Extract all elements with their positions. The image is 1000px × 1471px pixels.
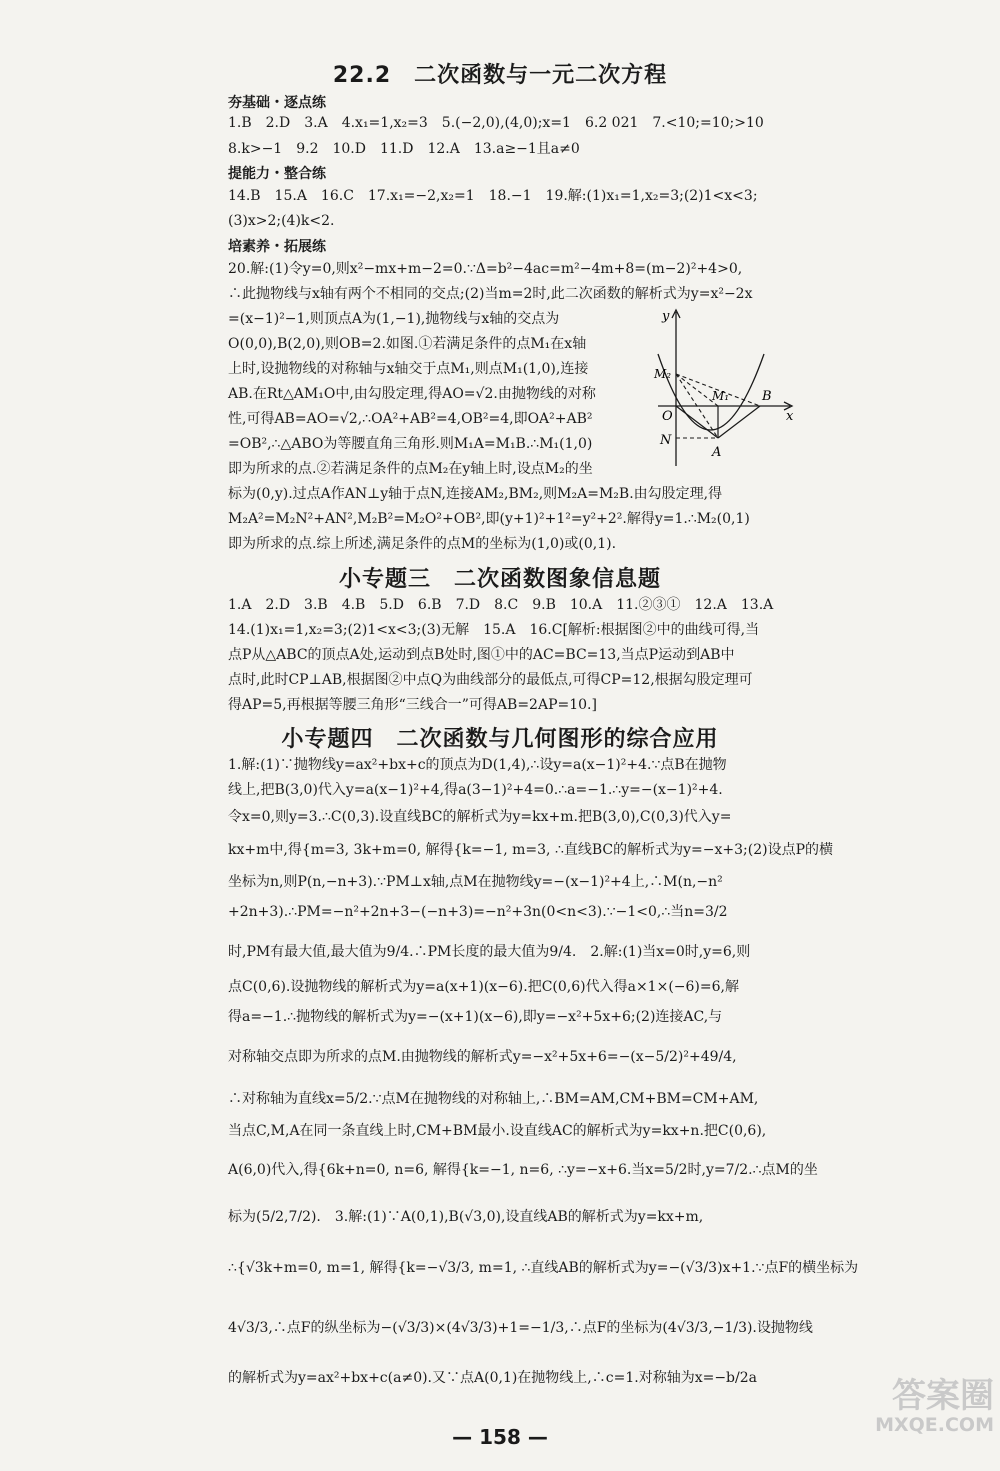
section-title-topic-4: 小专题四 二次函数与几何图形的综合应用 xyxy=(281,727,719,752)
text-line: 20.解:(1)令y=0,则x²−mx+m−2=0.∵Δ=b²−4ac=m²−4m+8=(m−2)²+4>0, xyxy=(228,261,743,277)
watermark-url: MXQE.COM xyxy=(875,1414,994,1436)
page-number: — 158 — xyxy=(452,1425,548,1449)
label-b: B xyxy=(762,389,772,404)
segment-oa xyxy=(676,406,718,438)
section-title-topic-3: 小专题三 二次函数图象信息题 xyxy=(338,567,661,592)
text-line: 点P从△ABC的顶点A处,运动到点B处时,图①中的AC=BC=13,当点P运动到AB中 xyxy=(228,647,735,663)
watermark-text: 答案圈 xyxy=(892,1376,994,1416)
text-line: ∴对称轴为直线x=5/2.∵点M在抛物线的对称轴上,∴BM=AM,CM+BM=CM+AM, xyxy=(228,1091,759,1107)
text-line: 8.k>−1 9.2 10.D 11.D 12.A 13.a≥−1且a≠0 xyxy=(228,141,580,157)
text-line: 标为(5/2,7/2). 3.解:(1)∵A(0,1),B(√3,0),设直线AB的解析式为y=kx+m, xyxy=(228,1209,704,1225)
label-m2: M₂ xyxy=(654,367,672,381)
text-line: 14.B 15.A 16.C 17.x₁=−2,x₂=1 18.−1 19.解:(1)x₁=1,x₂=3;(2)1<x<3; xyxy=(228,188,758,204)
text-line: 令x=0,则y=3.∴C(0,3).设直线BC的解析式为y=kx+m.把B(3,0),C(0,3)代入y= xyxy=(228,809,732,825)
text-line: A(6,0)代入,得{6k+n=0, n=6, 解得{k=−1, n=6, ∴y=−x+6.当x=5/2时,y=7/2.∴点M的坐 xyxy=(228,1162,818,1178)
text-line: (3)x>2;(4)k<2. xyxy=(228,213,335,229)
subheading-improve: 提能力・整合练 xyxy=(228,166,326,182)
subheading-basic: 夯基础・逐点练 xyxy=(228,95,326,111)
text-line: 标为(0,y).过点A作AN⊥y轴于点N,连接AM₂,BM₂,则M₂A=M₂B.由勾股定理,得 xyxy=(228,486,723,502)
text-line: M₂A²=M₂N²+AN²,M₂B²=M₂O²+OB²,即(y+1)²+1²=y²+2².解得y=1.∴M₂(0,1) xyxy=(228,511,750,527)
text-line: O(0,0),B(2,0),则OB=2.如图.①若满足条件的点M₁在x轴 xyxy=(228,336,587,352)
text-line: 时,PM有最大值,最大值为9/4.∴PM长度的最大值为9/4. 2.解:(1)当x=0时,y=6,则 xyxy=(228,944,751,960)
text-line: 的解析式为y=ax²+bx+c(a≠0).又∵点A(0,1)在抛物线上,∴c=1.对称轴为x=−b/2a xyxy=(228,1370,757,1386)
text-line: 坐标为n,则P(n,−n+3).∵PM⊥x轴,点M在抛物线y=−(x−1)²+4上,∴M(n,−n² xyxy=(228,874,723,890)
text-line: 性,可得AB=AO=√2,∴OA²+AB²=4,OB²=4,即OA²+AB² xyxy=(228,411,593,427)
text-line: 1.B 2.D 3.A 4.x₁=1,x₂=3 5.(−2,0),(4,0);x=1 6.2 021 7.<10;=10;>10 xyxy=(228,115,764,131)
text-line: +2n+3).∴PM=−n²+2n+3−(−n+3)=−n²+3n(0<n<3).∵−1<0,∴当n=3/2 xyxy=(228,904,728,920)
text-line: 点C(0,6).设抛物线的解析式为y=a(x+1)(x−6).把C(0,6)代入得a×1×(−6)=6,解 xyxy=(228,979,739,995)
text-line: 线上,把B(3,0)代入y=a(x−1)²+4,得a(3−1)²+4=0.∴a=−1.∴y=−(x−1)²+4. xyxy=(228,782,723,798)
text-line: 对称轴交点即为所求的点M.由抛物线的解析式y=−x²+5x+6=−(x−5/2)²+49/4, xyxy=(228,1049,737,1065)
segment-ab xyxy=(718,406,760,438)
label-x: x xyxy=(786,409,794,424)
text-line: ∴此抛物线与x轴有两个不相同的交点;(2)当m=2时,此二次函数的解析式为y=x²−2x xyxy=(228,286,753,302)
label-m1: M₁ xyxy=(712,389,730,403)
text-line: 1.解:(1)∵抛物线y=ax²+bx+c的顶点为D(1,4),∴设y=a(x−1)²+4.∵点B在抛物 xyxy=(228,757,727,773)
text-line: 得AP=5,再根据等腰三角形“三线合一”可得AB=2AP=10.] xyxy=(228,697,597,713)
label-n: N xyxy=(660,433,672,448)
subheading-extend: 培素养・拓展练 xyxy=(228,239,326,255)
text-line: 即为所求的点.综上所述,满足条件的点M的坐标为(1,0)或(0,1). xyxy=(228,536,617,552)
label-o: O xyxy=(662,409,673,424)
text-line: 即为所求的点.②若满足条件的点M₂在y轴上时,设点M₂的坐 xyxy=(228,461,593,477)
text-line: 14.(1)x₁=1,x₂=3;(2)1<x<3;(3)无解 15.A 16.C[解析:根据图②中的曲线可得,当 xyxy=(228,622,760,638)
label-a: A xyxy=(712,445,722,460)
section-title-22-2: 22.2 二次函数与一元二次方程 xyxy=(332,63,668,88)
text-line: 当点C,M,A在同一条直线上时,CM+BM最小.设直线AC的解析式为y=kx+n.把C(0,6), xyxy=(228,1123,767,1139)
text-line: =(x−1)²−1,则顶点A为(1,−1),抛物线与x轴的交点为 xyxy=(228,311,560,327)
parabola-figure xyxy=(648,306,798,472)
text-line: 点时,此时CP⊥AB,根据图②中点Q为曲线部分的最低点,可得CP=12,根据勾股定理可 xyxy=(228,672,753,688)
watermark-logo xyxy=(862,1378,994,1436)
text-line: kx+m中,得{m=3, 3k+m=0, 解得{k=−1, m=3, ∴直线BC的解析式为y=−x+3;(2)设点P的横 xyxy=(228,842,834,858)
text-line: =OB²,∴△ABO为等腰直角三角形.则M₁A=M₁B.∴M₁(1,0) xyxy=(228,436,593,452)
text-line: 4√3/3,∴点F的纵坐标为−(√3/3)×(4√3/3)+1=−1/3,∴点F的坐标为(4√3/3,−1/3).设抛物线 xyxy=(228,1320,813,1336)
label-y: y xyxy=(662,309,670,324)
parabola-curve xyxy=(658,354,764,430)
text-line: 1.A 2.D 3.B 4.B 5.D 6.B 7.D 8.C 9.B 10.A 11.②③① 12.A 13.A xyxy=(228,597,774,613)
text-line: 得a=−1.∴抛物线的解析式为y=−(x+1)(x−6),即y=−x²+5x+6;(2)连接AC,与 xyxy=(228,1009,723,1025)
text-line: AB.在Rt△AM₁O中,由勾股定理,得AO=√2.由抛物线的对称 xyxy=(228,386,596,402)
text-line: 上时,设抛物线的对称轴与x轴交于点M₁,则点M₁(1,0),连接 xyxy=(228,361,589,377)
text-line: ∴{√3k+m=0, m=1, 解得{k=−√3/3, m=1, ∴直线AB的解析式为y=−(√3/3)x+1.∵点F的横坐标为 xyxy=(228,1260,859,1276)
